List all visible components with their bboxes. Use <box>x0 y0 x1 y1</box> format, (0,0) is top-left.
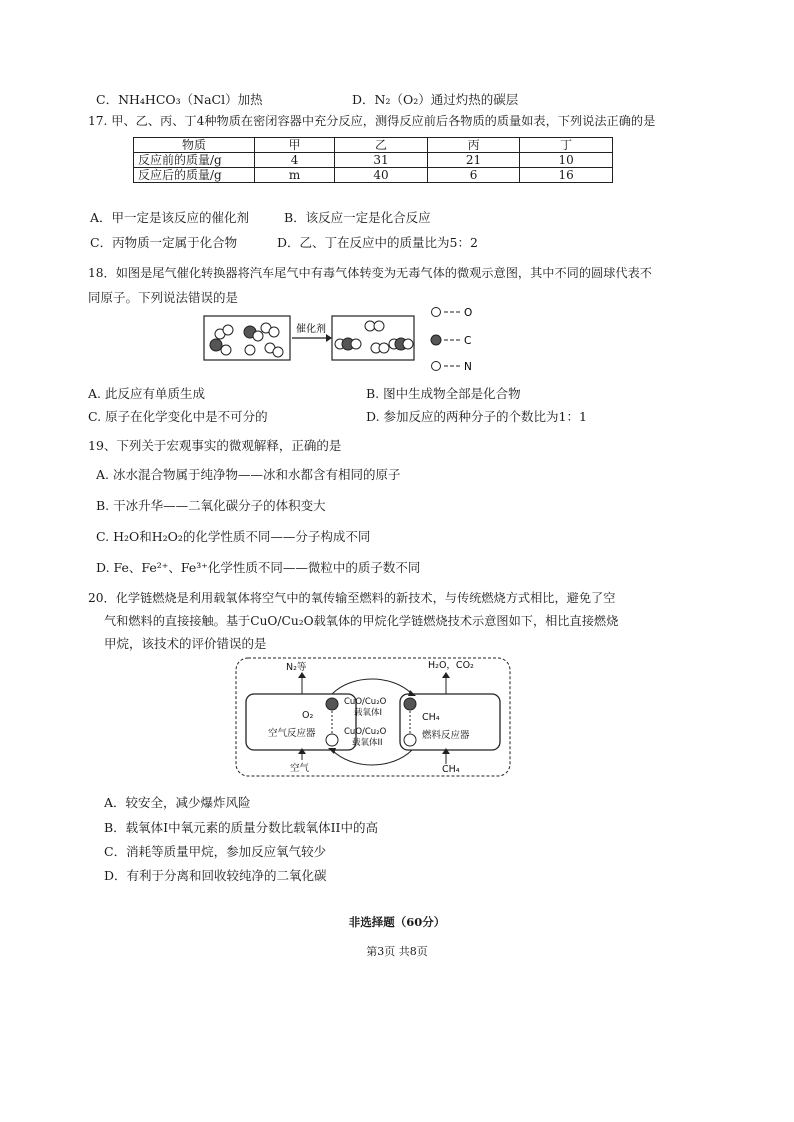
q20-option-c: C．消耗等质量甲烷，参加反应氧气较少 <box>104 844 327 859</box>
legend-carbon: C <box>464 335 472 347</box>
q18-stem-line1: 18．如图是尾气催化转换器将汽车尾气中有毒气体转变为无毒气体的微观示意图，其中不同的圆球代表不 <box>88 266 652 280</box>
o2-label: O₂ <box>302 710 314 721</box>
chemical-looping-diagram <box>232 654 514 780</box>
q19-option-a: A. 冰水混合物属于纯净物——冰和水都含有相同的原子 <box>96 467 401 482</box>
q20-stem-line2: 气和燃料的直接接触。基于CuO/Cu₂O载氧体的甲烷化学链燃烧技术示意图如下，相比直接燃烧 <box>104 614 619 628</box>
catalytic-converter-diagram <box>198 304 488 376</box>
q19-option-d: D. Fe、Fe²⁺、Fe³⁺化学性质不同——微粒中的质子数不同 <box>96 560 421 575</box>
n2-label: N₂等 <box>286 662 307 673</box>
air-reactor-label: 空气反应器 <box>268 728 316 739</box>
q20-stem-line3: 甲烷，该技术的评价错误的是 <box>104 636 267 651</box>
air-reactor-box <box>246 694 356 750</box>
q20-stem-line1: 20．化学链燃烧是利用载氧体将空气中的氧传输至燃料的新技术，与传统燃烧方式相比，避免了空 <box>88 591 616 605</box>
fuel-reactor-label: 燃料反应器 <box>422 730 470 741</box>
carrier-oxidized-icon <box>326 698 338 710</box>
table-cell: 21 <box>427 153 520 168</box>
q19-option-b: B. 干冰升华——二氧化碳分子的体积变大 <box>96 498 326 513</box>
carrier-flow-bottom <box>332 750 412 765</box>
carrier1-formula: CuO/Cu₂O <box>344 697 387 707</box>
q18-option-c: C. 原子在化学变化中是不可分的 <box>88 409 268 424</box>
q18-option-d: D. 参加反应的两种分子的个数比为1：1 <box>366 409 587 424</box>
table-cell: m <box>255 168 335 183</box>
air-label: 空气 <box>290 763 310 774</box>
q17-option-c: C．丙物质一定属于化合物 <box>90 235 238 250</box>
prev-option-d: D．N₂（O₂）通过灼热的碳层 <box>352 92 519 107</box>
table-row <box>134 153 613 168</box>
table-cell: 乙 <box>335 138 428 153</box>
carrier1-label: 载氧体I <box>354 708 383 718</box>
q19-stem: 19、下列关于宏观事实的微观解释，正确的是 <box>88 438 342 453</box>
q18-option-b: B. 图中生成物全部是化合物 <box>366 386 521 401</box>
oxygen-atom-icon <box>432 308 441 317</box>
carrier-reduced-icon <box>326 734 338 746</box>
section-title: 非选择题（60分） <box>348 915 446 929</box>
carrier-flow-top <box>332 679 412 694</box>
q19-option-c: C. H₂O和H₂O₂的化学性质不同——分子构成不同 <box>96 529 371 544</box>
q17-option-b: B．该反应一定是化合反应 <box>284 210 431 225</box>
legend <box>431 307 472 373</box>
legend-nitrogen: N <box>464 361 472 373</box>
q17-option-a: A．甲一定是该反应的催化剂 <box>90 210 250 225</box>
page-footer: 第3页 共8页 <box>366 945 428 958</box>
q17-stem: 17. 甲、乙、丙、丁4种物质在密闭容器中充分反应，测得反应前后各物质的质量如表，下列说法正确的是 <box>88 114 656 128</box>
q20-option-d: D．有利于分离和回收较纯净的二氧化碳 <box>104 868 327 883</box>
table-cell: 反应前的质量/g <box>134 153 255 168</box>
table-cell: 丁 <box>520 138 613 153</box>
table-cell: 31 <box>335 153 428 168</box>
q18-stem-line2: 同原子。下列说法错误的是 <box>88 290 239 305</box>
table-cell: 反应后的质量/g <box>134 168 255 183</box>
prev-option-c: C．NH₄HCO₃（NaCl）加热 <box>96 92 263 107</box>
ch4-inner-label: CH₄ <box>422 712 440 723</box>
carrier-reduced-icon-2 <box>404 734 416 746</box>
carrier-oxidized-icon-2 <box>404 698 416 710</box>
carrier2-label: 载氧体II <box>352 738 383 748</box>
table-row <box>134 168 613 183</box>
reactant-molecule <box>210 323 283 357</box>
q20-option-a: A．较安全，减少爆炸风险 <box>104 795 251 810</box>
carbon-atom-icon <box>431 335 441 345</box>
table-cell: 10 <box>520 153 613 168</box>
table-cell: 16 <box>520 168 613 183</box>
products-label: H₂O，CO₂ <box>428 660 474 671</box>
carrier2-formula: CuO/Cu₂O <box>344 727 387 737</box>
product-molecule <box>335 321 413 353</box>
legend-oxygen: O <box>464 307 473 319</box>
table-cell: 甲 <box>255 138 335 153</box>
table-cell: 丙 <box>427 138 520 153</box>
q18-option-a: A. 此反应有单质生成 <box>88 386 205 401</box>
q17-option-d: D．乙、丁在反应中的质量比为5：2 <box>277 235 478 250</box>
catalyst-label: 催化剂 <box>296 324 326 335</box>
mass-table <box>133 137 613 183</box>
ch4-bottom-label: CH₄ <box>442 764 460 775</box>
q20-option-b: B．载氧体I中氧元素的质量分数比载氧体II中的高 <box>104 820 378 835</box>
table-cell: 6 <box>427 168 520 183</box>
table-cell: 4 <box>255 153 335 168</box>
table-cell: 40 <box>335 168 428 183</box>
table-header-row <box>134 138 613 153</box>
table-cell: 物质 <box>134 138 255 153</box>
nitrogen-atom-icon <box>432 362 441 371</box>
